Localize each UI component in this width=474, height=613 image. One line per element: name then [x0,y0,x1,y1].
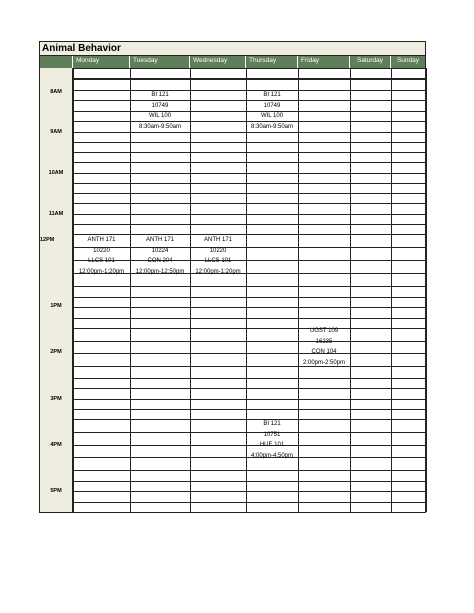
grid-row-line [73,366,426,367]
event-block [73,235,130,277]
grid-row-line [73,512,426,513]
event-crn: 16235 [315,338,333,345]
grid-row-line [73,307,426,308]
event-crn: 10220 [209,247,227,254]
grid-row-line [73,470,426,471]
event-time: 2:00pm-2:50pm [302,359,346,366]
grid-row-line [73,328,426,329]
day-header-thursday: Thursday [246,56,298,68]
event-room: LLCS 101 [204,258,232,264]
event-block [298,326,350,368]
event-room: CON 204 [147,258,173,264]
event-time: 12:00pm-12:50pm [135,268,185,275]
day-header-saturday: Saturday [350,56,391,68]
grid-row-line [73,142,426,143]
time-label-1pm: 1PM [50,303,62,309]
event-room: WIL 100 [148,113,172,119]
event-crn: 10749 [263,102,281,109]
day-header-wednesday: Wednesday [190,56,246,68]
grid-row-line [73,491,426,492]
event-time: 8:30am-9:50am [250,123,294,130]
grid-row-line [73,297,426,298]
grid-row-line [73,68,426,69]
grid-row-line [73,214,426,215]
time-label-3pm: 3PM [50,396,62,402]
grid-row-line [73,78,426,79]
event-course: BI 121 [263,92,281,98]
grid-row-line [73,193,426,194]
grid-row-line [73,502,426,503]
grid-column-line [350,68,351,512]
time-label-5pm: 5PM [50,488,62,494]
grid-column-line [130,68,131,512]
grid-row-line [73,183,426,184]
grid-row-line [73,399,426,400]
event-room: WIL 100 [260,113,284,119]
event-crn: 10220 [93,247,110,254]
grid-row-line [73,132,426,133]
time-label-11am: 11AM [48,211,64,217]
day-header-friday: Friday [298,56,350,68]
grid-row-line [73,481,426,482]
time-label-12pm: 12PM [40,237,55,243]
time-label-10am: 10AM [48,170,64,176]
grid-row-line [73,173,426,174]
grid-row-line [73,203,426,204]
grid-row-line [73,378,426,379]
event-crn: 10749 [151,102,169,109]
grid-row-line [73,409,426,410]
event-time: 12:00pm-1:20pm [78,268,125,275]
event-course: BI 121 [263,421,281,427]
grid-row-line [73,318,426,319]
event-time: 8:30am-9:50am [138,123,182,130]
event-crn: 10751 [263,431,281,438]
grid-row-line [73,79,426,80]
grid-column-line [190,68,191,512]
time-column-header [39,56,73,68]
event-block [246,90,298,132]
event-course: UGST 109 [309,328,339,334]
event-time: 12:00pm-1:20pm [195,268,241,275]
event-block [130,90,190,132]
schedule-title: Animal Behavior [39,41,426,56]
grid-row-line [73,152,426,153]
grid-column-line [73,68,74,512]
grid-row-line [73,353,426,354]
grid-column-line [425,56,426,512]
event-block [130,235,190,277]
time-label-4pm: 4PM [50,442,62,448]
event-room: CON 104 [311,349,337,355]
time-label-9am: 9AM [50,129,62,135]
schedule-sheet [39,41,426,514]
grid-row-line [73,388,426,389]
event-room: LLCS 101 [88,258,115,264]
event-course: BI 121 [151,92,169,98]
grid-column-line [298,68,299,512]
event-course: ANTH 171 [87,237,116,243]
grid-row-line [73,341,426,342]
event-course: ANTH 171 [203,237,232,243]
grid-row-line [73,162,426,163]
time-label-8am: 8AM [50,89,62,95]
grid-column-line [426,68,427,512]
event-course: ANTH 171 [145,237,174,243]
day-header-monday: Monday [73,56,130,68]
event-room: HUE 101 [259,442,285,448]
day-header-sunday: Sunday [391,56,426,68]
event-crn: 10224 [151,247,169,254]
grid-row-line [73,224,426,225]
grid-row-line [73,286,426,287]
event-block [190,235,246,277]
event-block [246,419,298,461]
event-time: 4:00pm-4:50pm [250,452,294,459]
day-header-tuesday: Tuesday [130,56,190,68]
time-label-2pm: 2PM [50,349,62,355]
grid-column-line [391,68,392,512]
